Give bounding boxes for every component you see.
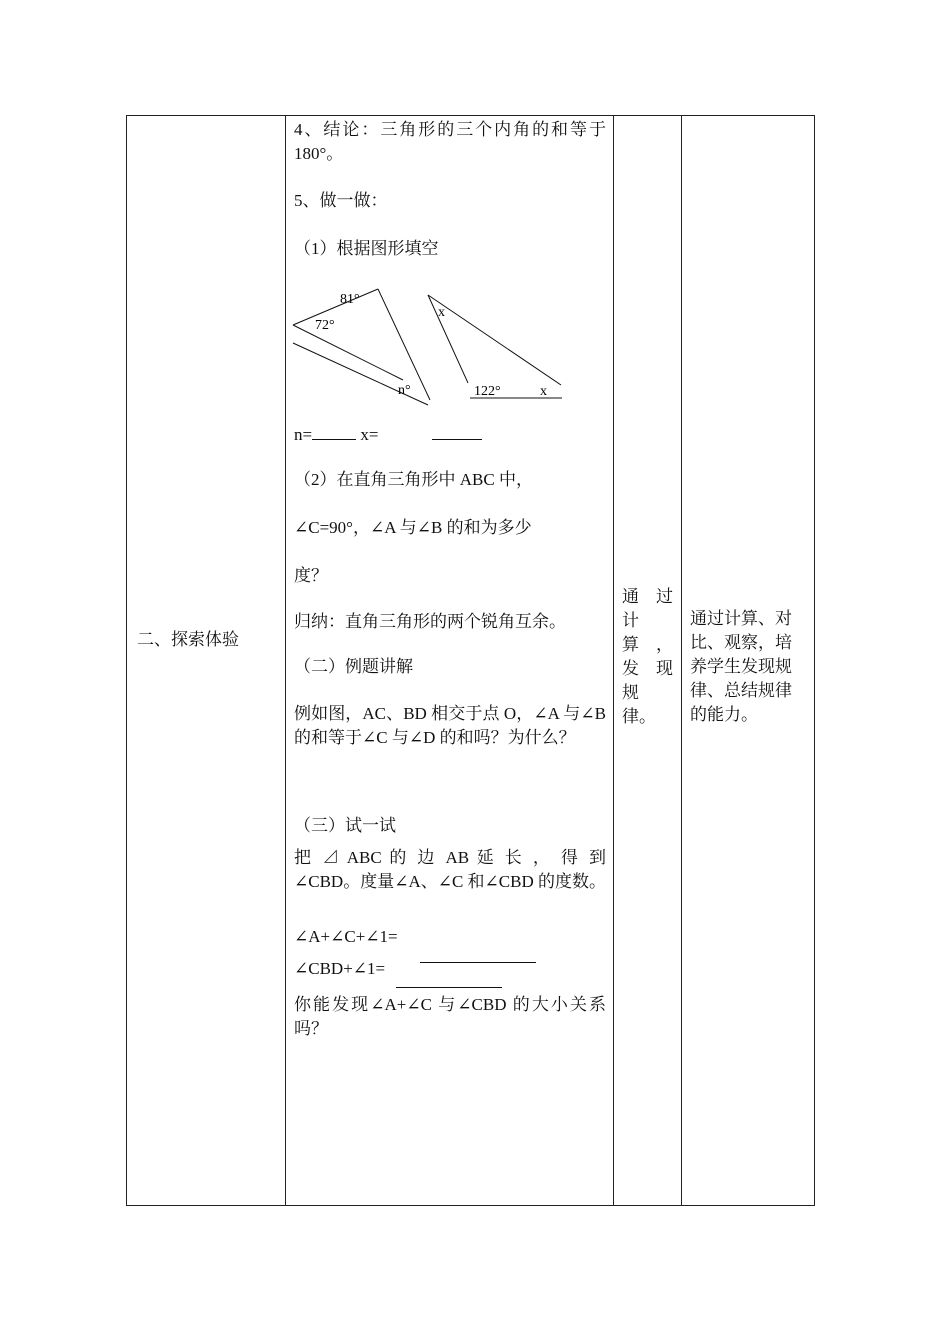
try-text: 把 ⊿ ABC 的 边 AB 延 长 ， 得 到 ∠CBD。度量∠A、∠C 和∠CBD 的度数。 — [294, 848, 607, 891]
activity-line-2: 计 — [622, 611, 639, 630]
triangle-figures — [288, 285, 568, 410]
right-triangle-question-3: 度？ — [294, 566, 328, 585]
example-text: 例如图，AC、BD 相交于点 O，∠A 与∠B 的和等于∠C 与∠D 的和吗？为什么？ — [294, 704, 606, 747]
fill-blank-line — [294, 421, 606, 447]
conclusion-text: 4、结论：三角形的三个内角的和等于 180°。 — [294, 120, 606, 163]
activity-text — [622, 585, 674, 729]
angle-label-122: 122° — [474, 384, 501, 399]
equation-2: ∠CBD+∠1= — [294, 959, 386, 978]
equation-1: ∠A+∠C+∠1= — [294, 927, 398, 946]
fill-n-label: n= — [294, 425, 313, 444]
angle-label-x-right: x — [540, 384, 547, 399]
blank-n — [312, 421, 356, 440]
answer-line-2 — [396, 987, 502, 988]
fill-blank-heading: （1）根据图形填空 — [294, 239, 439, 258]
try-heading: （三）试一试 — [294, 816, 396, 835]
angle-label-81: 81° — [340, 292, 360, 307]
activity-line-5: 规 — [622, 683, 639, 702]
column-divider-1 — [285, 115, 286, 1206]
summary-text: 归纳：直角三角形的两个锐角互余。 — [294, 612, 566, 631]
activity-line-4: 发 现 — [622, 659, 673, 678]
relationship-question: 你能发现∠A+∠C 与∠CBD 的大小关系吗？ — [294, 995, 606, 1038]
angle-label-x-top: x — [438, 305, 445, 320]
activity-line-6: 律。 — [622, 707, 656, 726]
do-it-heading: 5、做一做： — [294, 191, 388, 210]
column-divider-2 — [613, 115, 614, 1206]
fill-x-label: x= — [360, 425, 379, 444]
activity-line-3: 算 ， — [622, 635, 673, 654]
right-triangle-question-2: ∠C=90°，∠A 与∠B 的和为多少 — [294, 518, 532, 537]
right-triangle-question-1: （2）在直角三角形中 ABC 中， — [294, 470, 533, 489]
angle-label-n: n° — [398, 383, 411, 398]
answer-line-1 — [420, 962, 536, 963]
blank-x — [432, 421, 482, 440]
example-heading: （二）例题讲解 — [294, 657, 413, 676]
purpose-text: 通过计算、对比、观察，培养学生发现规律、总结规律的能力。 — [690, 609, 792, 724]
activity-line-1: 通 过 — [622, 587, 673, 606]
angle-label-72: 72° — [315, 318, 335, 333]
column-divider-3 — [681, 115, 682, 1206]
section-label: 二、探索体验 — [137, 630, 239, 649]
triangle-figure-2 — [428, 295, 562, 398]
